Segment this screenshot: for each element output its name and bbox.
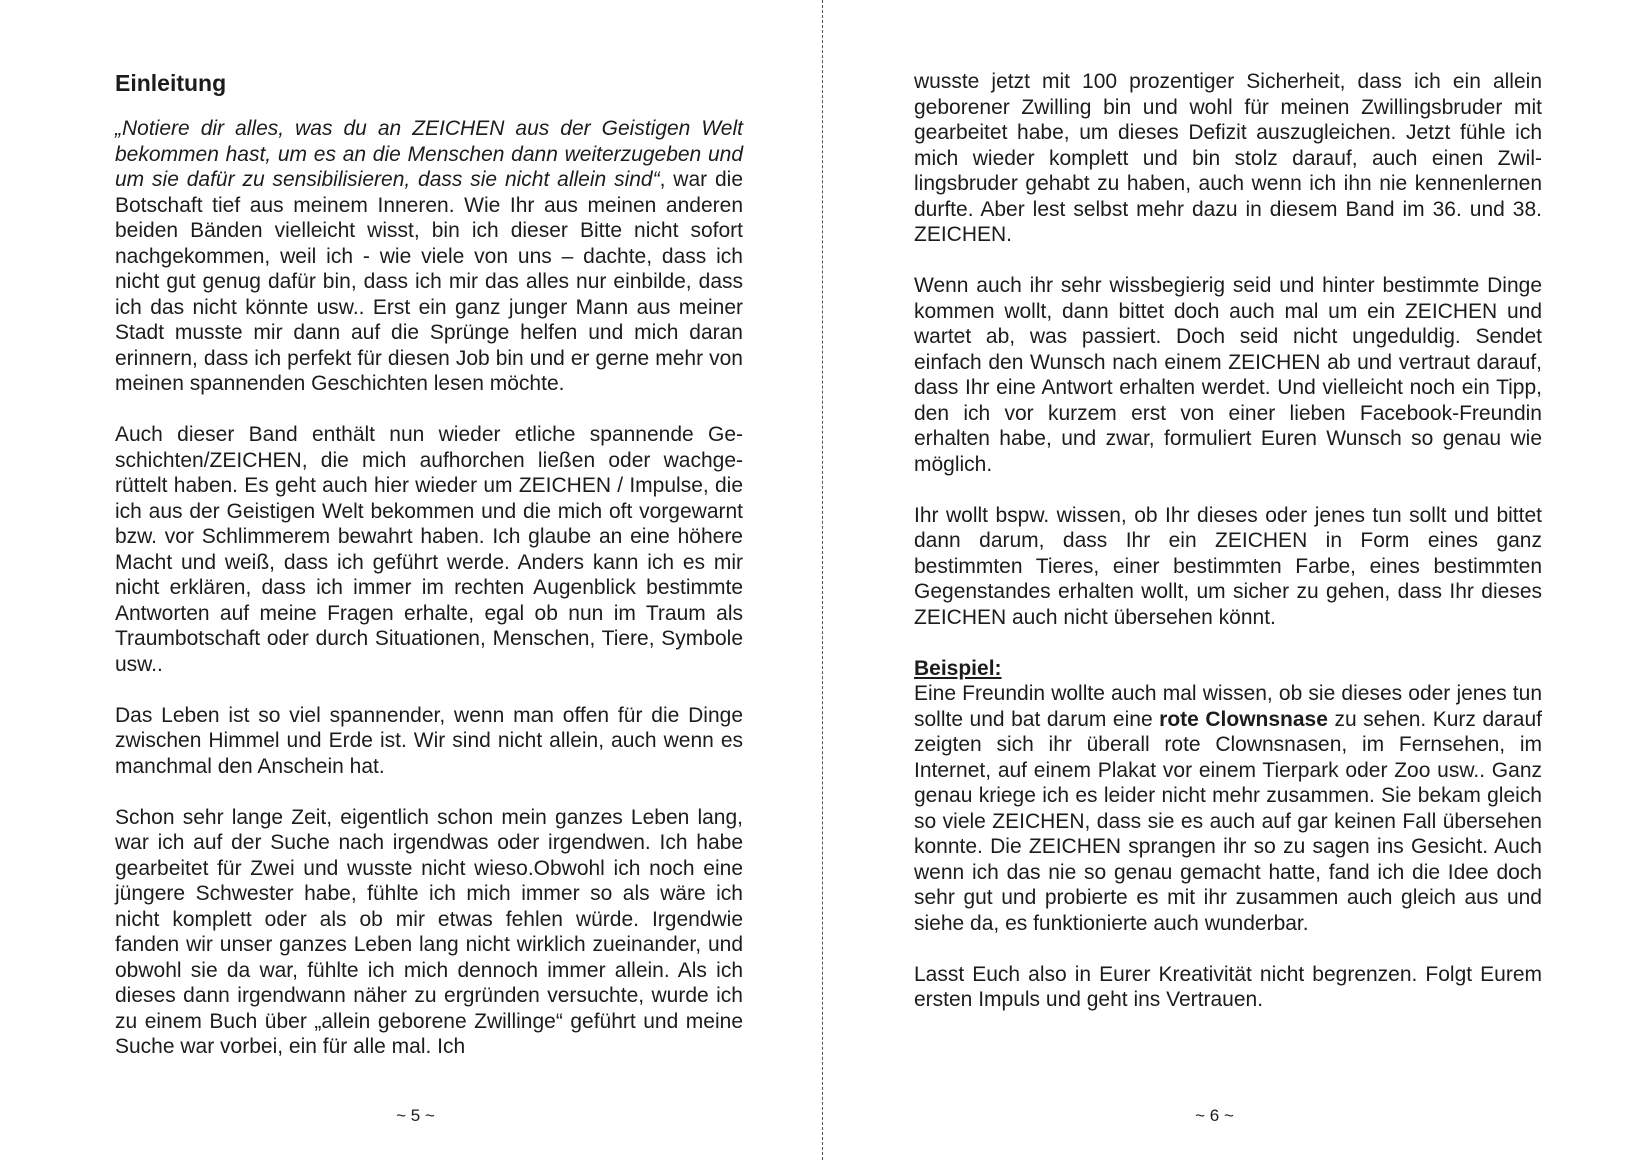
chapter-heading: Einleitung: [115, 70, 227, 96]
example-text-part1: Eine Freundin wollte auch mal wissen, ob sie dieses oder jenes tun sollte und bat darum eine: [914, 682, 1542, 731]
page-number-left: ~ 5 ~: [396, 1106, 435, 1125]
paragraph-closing: Lasst Euch also in Eurer Kreativität nicht begrenzen. Folgt Eurem ersten Impuls und geht ins Vertrauen.: [914, 962, 1542, 1011]
paragraph-search: Schon sehr lange Zeit, eigentlich schon mein ganzes Leben lang, war ich auf der Suche nach irgendwas oder irgendwen. Ich habe gearbeitet für Zwei und wusste nicht wieso.Obwohl ich noch eine jüngere Schwester habe, fühlte ich mich immer so als wäre ich nicht komplett oder als ob mir etwas fehlen würde. Irgendwie fanden wir unser ganzes Leben lang nicht wirklich zueinander, und obwohl sie da war, fühlte ich mich dennoch immer allein. Als ich dieses dann irgendwann näher zu ergründen versuchte, wurde ich zu einem Buch über „allein geborene Zwillinge“ geführt und meine Suche war vorbei, ein für alle mal. Ich: [115, 805, 743, 1058]
paragraph-band-content: Auch dieser Band enthält nun wieder etliche spannende Geschichten/ZEICHEN, die mich aufhorchen ließen oder wachgerüttelt haben. Es geht auch hier wieder um ZEICHEN / Impulse, die ich aus der Geistigen Welt bekommen und die mich oft vorgewarnt bzw. vor Schlimmerem bewahrt haben. Ich glaube an eine höhere Macht und weiß, dass ich geführt werde. Anders kann ich es mir nicht erklären, dass ich immer im rechten Augenblick bestimmte Antworten auf meine Fragen erhalte, egal ob nun im Traum als Traumbotschaft oder durch Situationen, Menschen, Tiere, Symbole usw..: [115, 423, 743, 676]
example-label: Beispiel:: [914, 656, 1002, 680]
paragraph-life: Das Leben ist so viel spannender, wenn man offen für die Dinge zwischen Himmel und Erde ist. Wir sind nicht allein, auch wenn es manchmal den Anschein hat.: [115, 703, 743, 778]
example-highlight: rote Clownsnase: [1159, 707, 1328, 731]
page-number-right: ~ 6 ~: [1195, 1106, 1234, 1125]
intro-quote: „Notiere dir alles, was du an ZEICHEN aus der Geistigen Welt bekommen hast, um es an die Menschen dann weiterzugeben und um sie dafür zu sensibilisieren, dass sie nicht allein sind“: [115, 117, 743, 191]
right-page-text: [914, 69, 1542, 1013]
paragraph-twin: wusste jetzt mit 100 prozentiger Sicherheit, dass ich ein allein geborener Zwilling bin und wohl für meinen Zwillingsbruder mit gearbeitet habe, um dieses Defizit auszugleichen. Jetzt fühle ich mich wieder komplett und bin stolz darauf, auch einen Zwillingsbruder gehabt zu haben, auch wenn ich ihn nie kennenlernen durfte. Aber lest selbst mehr dazu in diesem Band im 36. und 38. ZEICHEN.: [914, 70, 1542, 246]
intro-paragraph: [115, 116, 743, 397]
intro-paragraph-rest: , war die Botschaft tief aus meinem Inneren. Wie Ihr aus meinen anderen beiden Bänden vielleicht wisst, bin ich dieser Bitte nicht sofort nachgekommen, weil ich - wie viele von uns – dachte, dass ich nicht gut genug dafür bin, dass ich mir das alles nur einbilde, dass ich das nicht könnte usw.. Erst ein ganz junger Mann aus meiner Stadt musste mir dann auf die Sprünge helfen und mich daran erinnern, dass ich perfekt für diesen Job bin und er gerne mehr von meinen spannenden Geschichten lesen möchte.: [115, 168, 743, 395]
right-page: [823, 0, 1646, 1160]
left-page-text: [115, 69, 743, 1060]
paragraph-example: [914, 656, 1542, 937]
example-text-part2: zu sehen. Kurz darauf zeigten sich ihr überall rote Clownsnasen, im Fernsehen, im Internet, auf einem Plakat vor einem Tierpark oder Zoo usw.. Ganz genau kriege ich es leider nicht mehr zusammen. Sie bekam gleich so viele ZEICHEN, dass sie es auch auf gar keinen Fall übersehen konnte. Die ZEICHEN sprangen ihr so zu sagen ins Gesicht. Auch wenn ich das nie so genau gemacht hatte, fand ich die Idee doch sehr gut und probierte es mit ihr zusammen auch gleich aus und siehe da, es funktionierte auch wunderbar.: [914, 707, 1542, 935]
paragraph-ask-sign: Wenn auch ihr sehr wissbegierig seid und hinter bestimmte Dinge kommen wollt, dann bittet doch auch mal um ein ZEICHEN und wartet ab, was passiert. Doch seid nicht ungeduldig. Sendet einfach den Wunsch nach einem ZEICHEN ab und vertraut darauf, dass Ihr eine Antwort erhalten werdet. Und vielleicht noch ein Tipp, den ich vor kurzem erst von einer lieben Facebook-Freundin erhalten habe, und zwar, formuliert Euren Wunsch so genau wie möglich.: [914, 274, 1542, 476]
paragraph-example-intro: Ihr wollt bspw. wissen, ob Ihr dieses oder jenes tun sollt und bittet dann darum, dass Ihr ein ZEICHEN in Form eines ganz bestimmten Tieres, einer bestimmten Farbe, eines bestimmten Gegenstandes erhalten wollt, um sicher zu gehen, dass Ihr dieses ZEICHEN auch nicht übersehen könnt.: [914, 503, 1542, 629]
